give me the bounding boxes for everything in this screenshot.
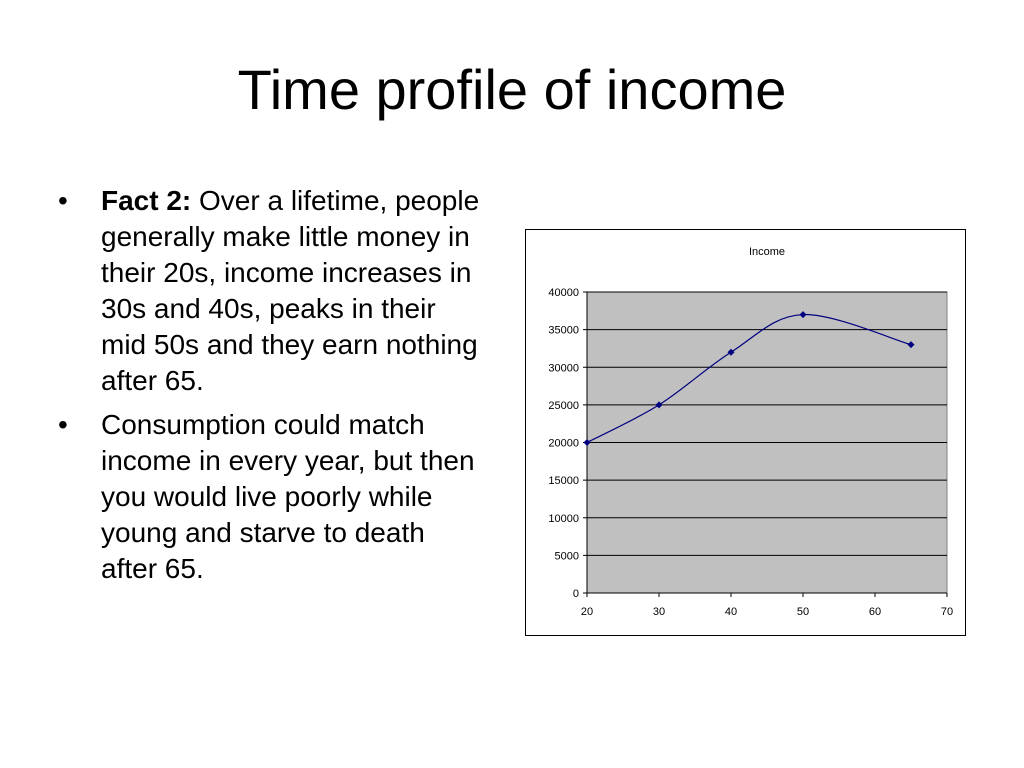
x-tick-label: 70 [940,606,954,618]
bullet-list [58,183,488,595]
y-tick-label: 25000 [548,399,579,412]
y-tick-label: 15000 [548,475,579,488]
y-tick-label: 5000 [554,550,579,563]
x-tick-label: 40 [724,606,738,618]
bullet-item-consumption [58,407,488,587]
bullet-item-fact-2 [58,183,488,399]
income-chart-svg [526,230,965,635]
x-tick-label: 30 [652,606,666,618]
x-tick-label: 20 [580,606,594,618]
slide-title: Time profile of income [237,58,787,121]
y-tick-label: 35000 [548,324,579,337]
x-tick-label: 50 [796,606,810,618]
x-tick-label: 60 [868,606,882,618]
y-tick-label: 20000 [548,437,579,450]
y-tick-label: 10000 [548,512,579,525]
y-tick-label: 40000 [548,287,579,299]
income-chart [525,229,966,636]
bullet-text: Over a lifetime, people generally make little money in their 20s, income increases in 30s and 40s, peaks in their mid 50s and they earn nothing after 65. [101,185,480,396]
chart-title: Income [748,246,786,258]
y-tick-label: 30000 [548,362,579,375]
bullet-icon: • [58,185,68,216]
bullet-text: Consumption could match income in every year, but then you would live poorly while young and starve to death after 65. [101,409,475,584]
bullet-icon: • [58,409,68,440]
bullet-lead: Fact 2: [101,185,192,216]
y-tick-label: 0 [572,588,579,600]
